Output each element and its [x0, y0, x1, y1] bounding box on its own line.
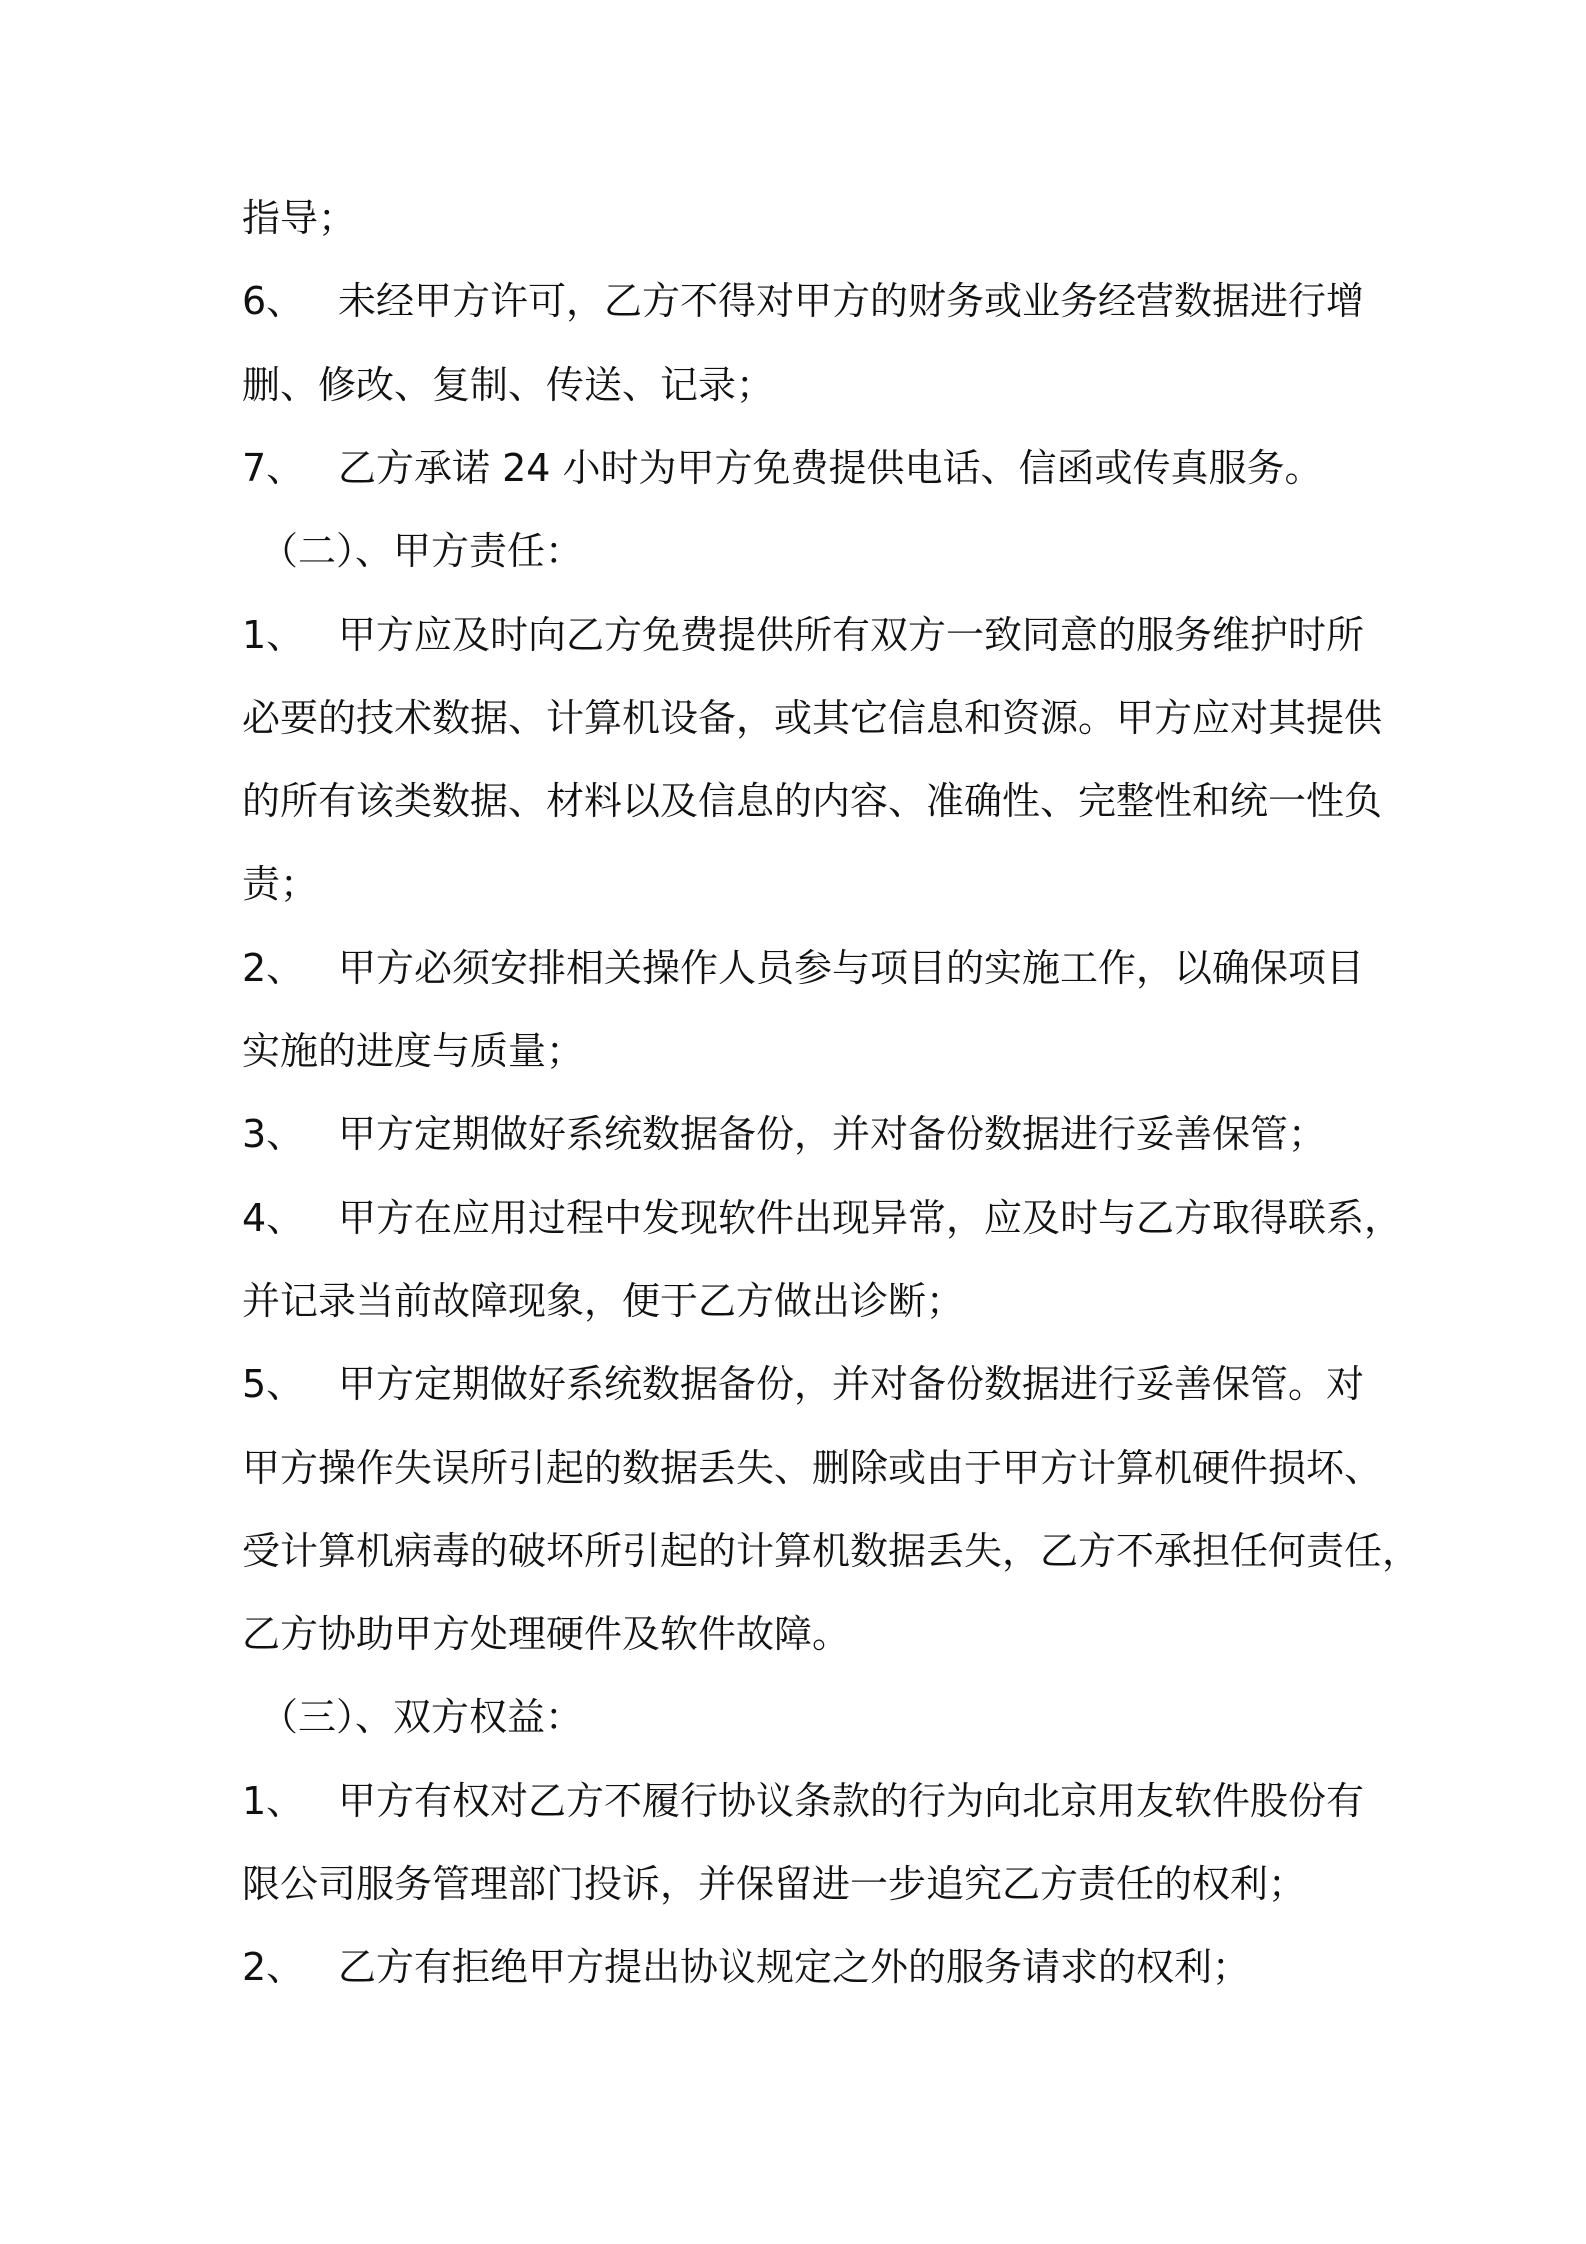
clause-continuation [242, 692, 1382, 744]
line-text: 责； [242, 862, 319, 906]
numbered-clause [242, 1941, 1250, 1993]
clause-continuation [242, 359, 774, 411]
line-text: 乙方协助甲方处理硬件及软件故障。 [242, 1612, 851, 1656]
numbered-clause [242, 942, 1364, 994]
line-text: 限公司服务管理部门投诉，并保留进一步追究乙方责任的权利； [242, 1862, 1307, 1906]
line-text: 指导； [242, 196, 357, 240]
clause-continuation [242, 192, 356, 244]
line-text: 甲方定期做好系统数据备份，并对备份数据进行妥善保管。对 [338, 1362, 1365, 1406]
numbered-clause [242, 609, 1364, 661]
line-text: 并记录当前故障现象，便于乙方做出诊断； [242, 1279, 965, 1323]
numbered-clause [242, 1358, 1364, 1410]
clause-continuation [242, 1025, 584, 1077]
section-heading [260, 1691, 583, 1743]
clause-continuation [242, 1858, 1306, 1910]
line-text: 未经甲方许可，乙方不得对甲方的财务或业务经营数据进行增 [338, 279, 1365, 323]
line-text: 必要的技术数据、计算机设备，或其它信息和资源。甲方应对其提供 [242, 696, 1383, 740]
clause-continuation [242, 1275, 964, 1327]
clause-number: 2、 [242, 946, 305, 990]
line-text: 实施的进度与质量； [242, 1029, 585, 1073]
line-text: 受计算机病毒的破坏所引起的计算机数据丢失，乙方不承担任何责任， [242, 1529, 1421, 1573]
clause-number: 5、 [242, 1362, 305, 1406]
line-text: 乙方承诺 24 小时为甲方免费提供电话、信函或传真服务。 [338, 446, 1323, 490]
numbered-clause [242, 442, 1323, 494]
numbered-clause [242, 1775, 1364, 1827]
line-text: 甲方在应用过程中发现软件出现异常，应及时与乙方取得联系， [338, 1196, 1403, 1240]
section-heading [260, 525, 583, 577]
clause-continuation [242, 1525, 1420, 1577]
clause-number: 3、 [242, 1112, 305, 1156]
numbered-clause [242, 1192, 1402, 1244]
line-text: 乙方有拒绝甲方提出协议规定之外的服务请求的权利； [338, 1945, 1251, 1989]
line-text: 的所有该类数据、材料以及信息的内容、准确性、完整性和统一性负 [242, 779, 1383, 823]
clause-number: 1、 [242, 613, 305, 657]
line-text: 删、修改、复制、传送、记录； [242, 363, 775, 407]
clause-number: 1、 [242, 1779, 305, 1823]
numbered-clause [242, 1108, 1326, 1160]
clause-number: 7、 [242, 446, 305, 490]
clause-number: 4、 [242, 1196, 305, 1240]
line-text: 甲方必须安排相关操作人员参与项目的实施工作，以确保项目 [338, 946, 1365, 990]
line-text: 甲方应及时向乙方免费提供所有双方一致同意的服务维护时所 [338, 613, 1365, 657]
clause-continuation [242, 858, 318, 910]
clause-number: 6、 [242, 279, 305, 323]
numbered-clause [242, 275, 1364, 327]
line-text: 甲方定期做好系统数据备份，并对备份数据进行妥善保管； [338, 1112, 1327, 1156]
clause-continuation [242, 775, 1382, 827]
clause-continuation [242, 1608, 850, 1660]
clause-continuation [242, 1442, 1382, 1494]
line-text: 甲方有权对乙方不履行协议条款的行为向北京用友软件股份有 [338, 1779, 1365, 1823]
line-text: 甲方操作失误所引起的数据丢失、删除或由于甲方计算机硬件损坏、 [242, 1446, 1383, 1490]
clause-number: 2、 [242, 1945, 305, 1989]
line-text: （二）、甲方责任： [260, 529, 584, 573]
line-text: （三）、双方权益： [260, 1695, 584, 1739]
